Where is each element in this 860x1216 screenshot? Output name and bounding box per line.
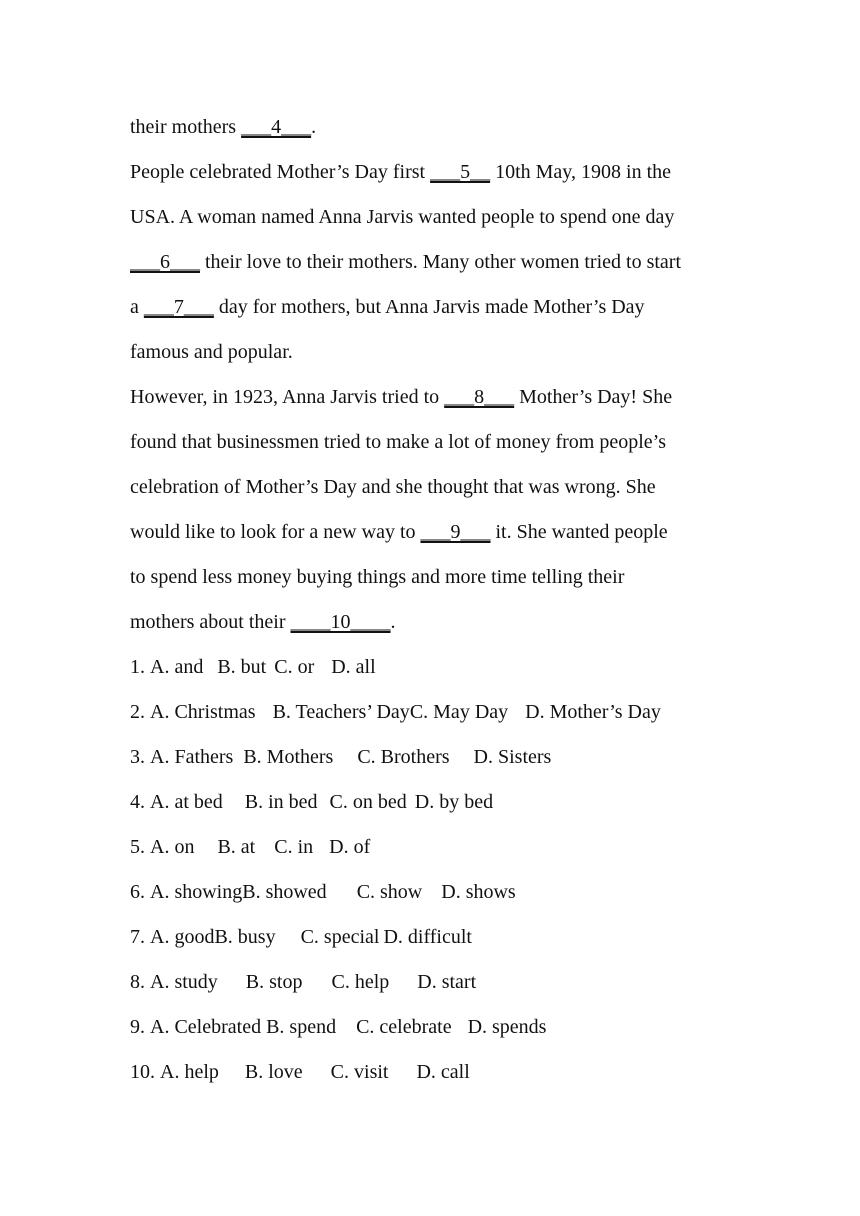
passage-text: USA. A woman named Anna Jarvis wanted people to spend one day	[130, 206, 675, 228]
passage-text: would like to look for a new way to	[130, 521, 421, 543]
answer-blank: ___6___	[130, 251, 200, 273]
passage-line	[130, 105, 740, 150]
passage-line	[130, 240, 740, 285]
option-choice: D. Sisters	[473, 746, 552, 768]
answer-blank: ___7___	[143, 296, 214, 318]
option-choice: A. study	[150, 971, 218, 993]
question-number: 1.	[130, 656, 145, 678]
option-choice: C. special	[300, 926, 380, 948]
question-number: 2.	[130, 701, 145, 723]
option-choice: A. at bed	[150, 791, 223, 813]
question-number: 4.	[130, 791, 145, 813]
passage-line	[130, 330, 740, 375]
option-choice: D. shows	[441, 881, 516, 903]
passage-line	[130, 510, 740, 555]
option-choice: B. spend	[266, 1016, 337, 1038]
option-choice: C. in	[274, 836, 314, 858]
passage-text: found that businessmen tried to make a lot of money from people’s	[130, 431, 666, 453]
option-choice: B. Mothers	[243, 746, 334, 768]
question-item	[130, 1005, 740, 1050]
question-number: 10.	[130, 1061, 155, 1083]
passage-text: celebration of Mother’s Day and she thought that was wrong. She	[130, 476, 656, 498]
passage-text: People celebrated Mother’s Day first	[130, 161, 431, 183]
option-choice: C. celebrate	[356, 1016, 452, 1038]
option-choice: A. and	[150, 656, 204, 678]
answer-blank: ___5__	[430, 161, 491, 183]
option-choice: D. start	[417, 971, 477, 993]
cloze-document	[130, 105, 740, 1095]
option-choice: D. difficult	[383, 926, 472, 948]
passage-text: to spend less money buying things and more time telling their	[130, 566, 625, 588]
passage-line	[130, 420, 740, 465]
passage-text: a	[130, 296, 144, 318]
passage-line	[130, 285, 740, 330]
passage-line	[130, 465, 740, 510]
question-item	[130, 960, 740, 1005]
question-number: 7.	[130, 926, 145, 948]
question-item	[130, 1050, 740, 1095]
passage-line	[130, 555, 740, 600]
answer-blank: ___8___	[444, 386, 515, 408]
passage-text: Mother’s Day! She	[514, 386, 673, 408]
passage-text: their love to their mothers. Many other women tried to start	[200, 251, 681, 273]
question-number: 3.	[130, 746, 145, 768]
question-item	[130, 825, 740, 870]
option-choice: B. stop	[245, 971, 303, 993]
option-choice: B. in bed	[244, 791, 318, 813]
option-choice: B. love	[244, 1061, 303, 1083]
option-choice: D. call	[416, 1061, 470, 1083]
answer-blank: ____10____	[290, 611, 391, 633]
option-choice: B. at	[217, 836, 256, 858]
question-item	[130, 780, 740, 825]
passage	[130, 105, 740, 645]
question-item	[130, 645, 740, 690]
option-choice: B. but	[217, 656, 267, 678]
option-choice: B. showed	[242, 881, 327, 903]
option-choice: D. of	[329, 836, 371, 858]
passage-text: .	[311, 116, 317, 138]
option-choice: A. help	[160, 1061, 219, 1083]
answer-blank: ___9___	[420, 521, 491, 543]
passage-text: it. She wanted people	[490, 521, 668, 543]
question-item	[130, 915, 740, 960]
option-choice: C. or	[274, 656, 315, 678]
passage-text: .	[390, 611, 396, 633]
option-choice: A. showing	[150, 881, 243, 903]
option-choice: C. on bed	[329, 791, 407, 813]
passage-text: However, in 1923, Anna Jarvis tried to	[130, 386, 445, 408]
option-choice: C. help	[331, 971, 390, 993]
answer-blank: ___4___	[241, 116, 312, 138]
option-choice: A. good	[150, 926, 215, 948]
option-choice: C. visit	[330, 1061, 389, 1083]
question-number: 9.	[130, 1016, 145, 1038]
option-choice: A. Christmas	[150, 701, 256, 723]
question-list	[130, 645, 740, 1095]
passage-text: 10th May, 1908 in the	[490, 161, 672, 183]
passage-text: day for mothers, but Anna Jarvis made Mother’s Day	[213, 296, 645, 318]
option-choice: C. May Day	[409, 701, 509, 723]
question-item	[130, 870, 740, 915]
passage-text: mothers about their	[130, 611, 291, 633]
option-choice: C. Brothers	[357, 746, 450, 768]
option-choice: D. spends	[467, 1016, 547, 1038]
passage-line	[130, 600, 740, 645]
passage-text: their mothers	[130, 116, 242, 138]
option-choice: D. by bed	[414, 791, 494, 813]
option-choice: B. busy	[214, 926, 276, 948]
option-choice: B. Teachers’ Day	[272, 701, 410, 723]
option-choice: C. show	[356, 881, 423, 903]
option-choice: A. Celebrated	[150, 1016, 262, 1038]
question-number: 6.	[130, 881, 145, 903]
question-item	[130, 690, 740, 735]
passage-text: famous and popular.	[130, 341, 293, 363]
question-item	[130, 735, 740, 780]
option-choice: A. Fathers	[150, 746, 234, 768]
question-number: 8.	[130, 971, 145, 993]
option-choice: D. all	[331, 656, 376, 678]
passage-line	[130, 150, 740, 195]
passage-line	[130, 375, 740, 420]
question-number: 5.	[130, 836, 145, 858]
option-choice: A. on	[150, 836, 195, 858]
passage-line	[130, 195, 740, 240]
option-choice: D. Mother’s Day	[525, 701, 661, 723]
